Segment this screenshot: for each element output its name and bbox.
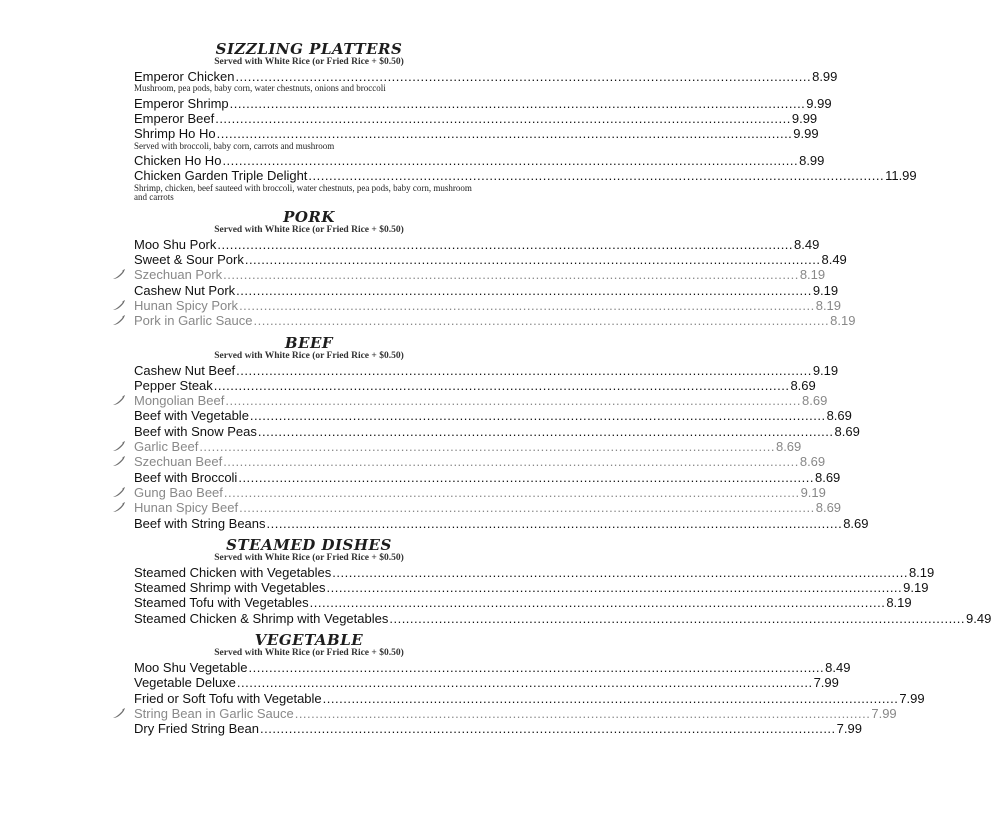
item-row bbox=[134, 252, 847, 268]
item-row bbox=[134, 454, 826, 470]
item-price: 8.69 bbox=[834, 423, 860, 439]
item-price: 8.69 bbox=[775, 439, 802, 455]
menu-item bbox=[134, 580, 929, 596]
item-name: Chicken Ho Ho bbox=[134, 153, 222, 169]
menu-section bbox=[134, 535, 991, 626]
section-subtitle: Served with White Rice (or Fried Rice + $0.50) bbox=[214, 57, 404, 67]
section-subtitle: Served with White Rice (or Fried Rice + $0.50) bbox=[214, 350, 404, 361]
item-price: 8.19 bbox=[799, 267, 826, 283]
item-name: Garlic Beef bbox=[134, 439, 199, 455]
item-name: Emperor Shrimp bbox=[134, 95, 229, 111]
section-title: STEAMED DISHES bbox=[226, 535, 392, 554]
item-row bbox=[134, 675, 839, 691]
item-name: Emperor Chicken bbox=[134, 69, 235, 84]
item-list bbox=[134, 236, 856, 329]
item-price: 7.99 bbox=[813, 675, 839, 691]
item-price: 11.99 bbox=[885, 168, 917, 184]
dot-leader: ............................................................................................................................................ bbox=[266, 515, 843, 531]
item-name: Hunan Spicy Pork bbox=[134, 297, 239, 313]
section-title: PORK bbox=[283, 207, 335, 226]
item-name: Pork in Garlic Sauce bbox=[134, 313, 253, 329]
item-row bbox=[134, 660, 851, 676]
dot-leader: ............................................................................................................................................ bbox=[215, 111, 791, 127]
item-price: 9.99 bbox=[806, 95, 832, 111]
dot-leader: ............................................................................................................................................ bbox=[244, 252, 821, 268]
item-price: 9.19 bbox=[812, 282, 839, 298]
menu-item bbox=[134, 454, 826, 470]
item-name: Steamed Shrimp with Vegetables bbox=[134, 580, 326, 596]
item-price: 9.19 bbox=[800, 484, 826, 500]
item-row bbox=[134, 423, 860, 439]
menu-item bbox=[134, 610, 991, 626]
item-price: 8.99 bbox=[799, 153, 825, 169]
item-name: String Bean in Garlic Sauce bbox=[134, 705, 294, 721]
item-name: Beef with Vegetable bbox=[134, 408, 249, 424]
item-row bbox=[134, 721, 862, 737]
item-row bbox=[134, 282, 839, 298]
item-description: Shrimp, chicken, beef sauteed with broccoli, water chestnuts, pea pods, baby corn, mushroom and carrots bbox=[134, 182, 472, 203]
dot-leader: ............................................................................................................................................ bbox=[294, 705, 871, 721]
menu-item bbox=[134, 660, 851, 676]
item-name: Pepper Steak bbox=[134, 377, 213, 393]
dot-leader: ............................................................................................................................................ bbox=[217, 236, 794, 252]
menu-item bbox=[134, 69, 838, 94]
item-list bbox=[134, 660, 925, 737]
dot-leader: ............................................................................................................................................ bbox=[257, 423, 834, 439]
item-price: 9.99 bbox=[793, 126, 819, 142]
item-description: Served with broccoli, baby corn, carrots and mushroom bbox=[134, 140, 335, 151]
dot-leader: ............................................................................................................................................ bbox=[239, 297, 815, 313]
item-name: Cashew Nut Beef bbox=[134, 362, 236, 378]
item-price: 8.19 bbox=[815, 297, 842, 313]
menu-page bbox=[134, 40, 991, 744]
item-name: Moo Shu Pork bbox=[134, 236, 217, 252]
dot-leader: ............................................................................................................................................ bbox=[216, 126, 793, 142]
item-name: Fried or Soft Tofu with Vegetable bbox=[134, 690, 322, 706]
menu-item bbox=[134, 500, 842, 516]
item-row bbox=[134, 236, 820, 252]
item-price: 8.69 bbox=[802, 393, 828, 409]
item-price: 8.19 bbox=[908, 564, 935, 580]
item-name: Shrimp Ho Ho bbox=[134, 126, 216, 142]
dot-leader: ............................................................................................................................................ bbox=[249, 408, 826, 424]
dot-leader: ............................................................................................................................................ bbox=[223, 454, 799, 470]
menu-section bbox=[134, 631, 925, 737]
dot-leader: ............................................................................................................................................ bbox=[332, 564, 908, 580]
item-price: 9.99 bbox=[791, 111, 818, 127]
item-row bbox=[134, 313, 856, 329]
menu-section bbox=[134, 40, 917, 203]
menu-item bbox=[134, 313, 856, 329]
section-title: BEEF bbox=[284, 333, 334, 352]
item-price: 9.19 bbox=[903, 580, 929, 596]
item-price: 9.19 bbox=[812, 362, 839, 378]
chili-pepper-icon bbox=[112, 269, 125, 280]
item-list bbox=[134, 564, 991, 626]
chili-pepper-icon bbox=[112, 502, 125, 513]
chili-pepper-icon bbox=[112, 315, 125, 326]
dot-leader: ............................................................................................................................................ bbox=[326, 580, 903, 596]
item-row bbox=[134, 168, 917, 184]
dot-leader: ............................................................................................................................................ bbox=[213, 377, 790, 393]
menu-item bbox=[134, 126, 819, 151]
menu-item bbox=[134, 423, 860, 439]
item-row bbox=[134, 408, 852, 424]
item-price: 8.69 bbox=[815, 500, 842, 516]
item-row bbox=[134, 362, 839, 378]
dot-leader: ............................................................................................................................................ bbox=[322, 690, 899, 706]
item-price: 8.69 bbox=[826, 408, 852, 424]
item-name: Steamed Tofu with Vegetables bbox=[134, 595, 309, 611]
chili-pepper-icon bbox=[112, 300, 125, 311]
item-name: Vegetable Deluxe bbox=[134, 675, 236, 691]
item-name: Beef with String Beans bbox=[134, 515, 266, 531]
dot-leader: ............................................................................................................................................ bbox=[389, 610, 966, 626]
menu-item bbox=[134, 721, 862, 737]
section-subtitle: Served with White Rice (or Fried Rice + $0.50) bbox=[214, 552, 404, 563]
item-name: Cashew Nut Pork bbox=[134, 282, 236, 298]
section-subtitle: Served with White Rice (or Fried Rice + $0.50) bbox=[214, 224, 404, 235]
menu-item bbox=[134, 439, 802, 455]
item-row bbox=[134, 297, 842, 313]
menu-item bbox=[134, 393, 828, 409]
item-name: Moo Shu Vegetable bbox=[134, 660, 248, 676]
dot-leader: ............................................................................................................................................ bbox=[239, 500, 815, 516]
menu-item bbox=[134, 377, 816, 393]
menu-item bbox=[134, 690, 925, 706]
item-price: 8.19 bbox=[830, 313, 856, 329]
dot-leader: ............................................................................................................................................ bbox=[238, 469, 814, 485]
menu-item bbox=[134, 484, 826, 500]
item-description: Mushroom, pea pods, baby corn, water chestnuts, onions and broccoli bbox=[134, 83, 386, 94]
menu-section bbox=[134, 333, 869, 531]
item-price: 8.49 bbox=[821, 252, 847, 268]
item-price: 8.69 bbox=[790, 377, 816, 393]
menu-item bbox=[134, 515, 869, 531]
section-title: SIZZLING PLATTERS bbox=[215, 40, 403, 58]
item-price: 8.69 bbox=[843, 515, 869, 531]
chili-pepper-icon bbox=[112, 708, 125, 719]
item-row bbox=[134, 469, 841, 485]
dot-leader: ............................................................................................................................................ bbox=[225, 393, 801, 409]
dot-leader: ............................................................................................................................................ bbox=[253, 313, 830, 329]
item-name: Dry Fried String Bean bbox=[134, 721, 259, 737]
item-price: 8.99 bbox=[812, 69, 838, 84]
dot-leader: ............................................................................................................................................ bbox=[223, 267, 799, 283]
item-price: 7.99 bbox=[871, 705, 897, 721]
menu-section bbox=[134, 207, 856, 329]
item-price: 8.19 bbox=[886, 595, 912, 611]
item-list bbox=[134, 69, 917, 203]
item-row bbox=[134, 564, 935, 580]
item-name: Steamed Chicken & Shrimp with Vegetables bbox=[134, 610, 389, 626]
menu-item bbox=[134, 111, 818, 127]
dot-leader: ............................................................................................................................................ bbox=[260, 721, 836, 737]
section-title: VEGETABLE bbox=[254, 631, 364, 650]
item-row bbox=[134, 705, 897, 721]
menu-item bbox=[134, 675, 839, 691]
item-name: Gung Bao Beef bbox=[134, 484, 223, 500]
chili-pepper-icon bbox=[112, 487, 125, 498]
dot-leader: ............................................................................................................................................ bbox=[199, 439, 775, 455]
dot-leader: ............................................................................................................................................ bbox=[223, 484, 800, 500]
chili-pepper-icon bbox=[112, 395, 125, 406]
menu-item bbox=[134, 362, 839, 378]
item-row bbox=[134, 515, 869, 531]
item-row bbox=[134, 595, 912, 611]
dot-leader: ............................................................................................................................................ bbox=[308, 168, 885, 184]
item-price: 9.49 bbox=[966, 610, 991, 626]
menu-item bbox=[134, 408, 852, 424]
item-row bbox=[134, 690, 925, 706]
menu-item bbox=[134, 282, 839, 298]
item-price: 8.69 bbox=[814, 469, 841, 485]
menu-item bbox=[134, 168, 917, 203]
item-list bbox=[134, 362, 869, 531]
menu-item bbox=[134, 595, 912, 611]
item-row bbox=[134, 153, 825, 169]
item-name: Steamed Chicken with Vegetables bbox=[134, 564, 332, 580]
dot-leader: ............................................................................................................................................ bbox=[236, 282, 812, 298]
item-row bbox=[134, 377, 816, 393]
dot-leader: ............................................................................................................................................ bbox=[248, 660, 825, 676]
menu-item bbox=[134, 297, 842, 313]
item-name: Szechuan Beef bbox=[134, 454, 223, 470]
item-row bbox=[134, 500, 842, 516]
menu-item bbox=[134, 153, 825, 169]
item-name: Beef with Snow Peas bbox=[134, 423, 257, 439]
item-row bbox=[134, 439, 802, 455]
item-price: 7.99 bbox=[836, 721, 862, 737]
chili-pepper-icon bbox=[112, 456, 125, 467]
menu-item bbox=[134, 564, 935, 580]
item-row bbox=[134, 126, 819, 142]
dot-leader: ............................................................................................................................................ bbox=[229, 95, 806, 111]
item-name: Mongolian Beef bbox=[134, 393, 225, 409]
item-row bbox=[134, 484, 826, 500]
item-row bbox=[134, 95, 832, 111]
menu-item bbox=[134, 267, 826, 283]
dot-leader: ............................................................................................................................................ bbox=[222, 153, 799, 169]
item-name: Beef with Broccoli bbox=[134, 469, 238, 485]
dot-leader: ............................................................................................................................................ bbox=[236, 675, 813, 691]
item-price: 7.99 bbox=[899, 690, 925, 706]
item-row bbox=[134, 69, 838, 84]
menu-item bbox=[134, 252, 847, 268]
item-row bbox=[134, 111, 818, 127]
dot-leader: ............................................................................................................................................ bbox=[309, 595, 886, 611]
section-subtitle: Served with White Rice (or Fried Rice + $0.50) bbox=[214, 648, 404, 659]
item-price: 8.49 bbox=[825, 660, 851, 676]
item-name: Hunan Spicy Beef bbox=[134, 500, 239, 516]
item-row bbox=[134, 610, 991, 626]
item-name: Emperor Beef bbox=[134, 111, 215, 127]
item-name: Chicken Garden Triple Delight bbox=[134, 168, 308, 184]
menu-item bbox=[134, 705, 897, 721]
menu-item bbox=[134, 95, 832, 111]
chili-pepper-icon bbox=[112, 441, 125, 452]
item-row bbox=[134, 393, 828, 409]
menu-item bbox=[134, 469, 841, 485]
item-row bbox=[134, 580, 929, 596]
item-name: Szechuan Pork bbox=[134, 267, 223, 283]
item-price: 8.49 bbox=[794, 236, 820, 252]
item-row bbox=[134, 267, 826, 283]
menu-item bbox=[134, 236, 820, 252]
item-name: Sweet & Sour Pork bbox=[134, 252, 244, 268]
item-price: 8.69 bbox=[799, 454, 826, 470]
dot-leader: ............................................................................................................................................ bbox=[235, 69, 812, 84]
dot-leader: ............................................................................................................................................ bbox=[236, 362, 812, 378]
